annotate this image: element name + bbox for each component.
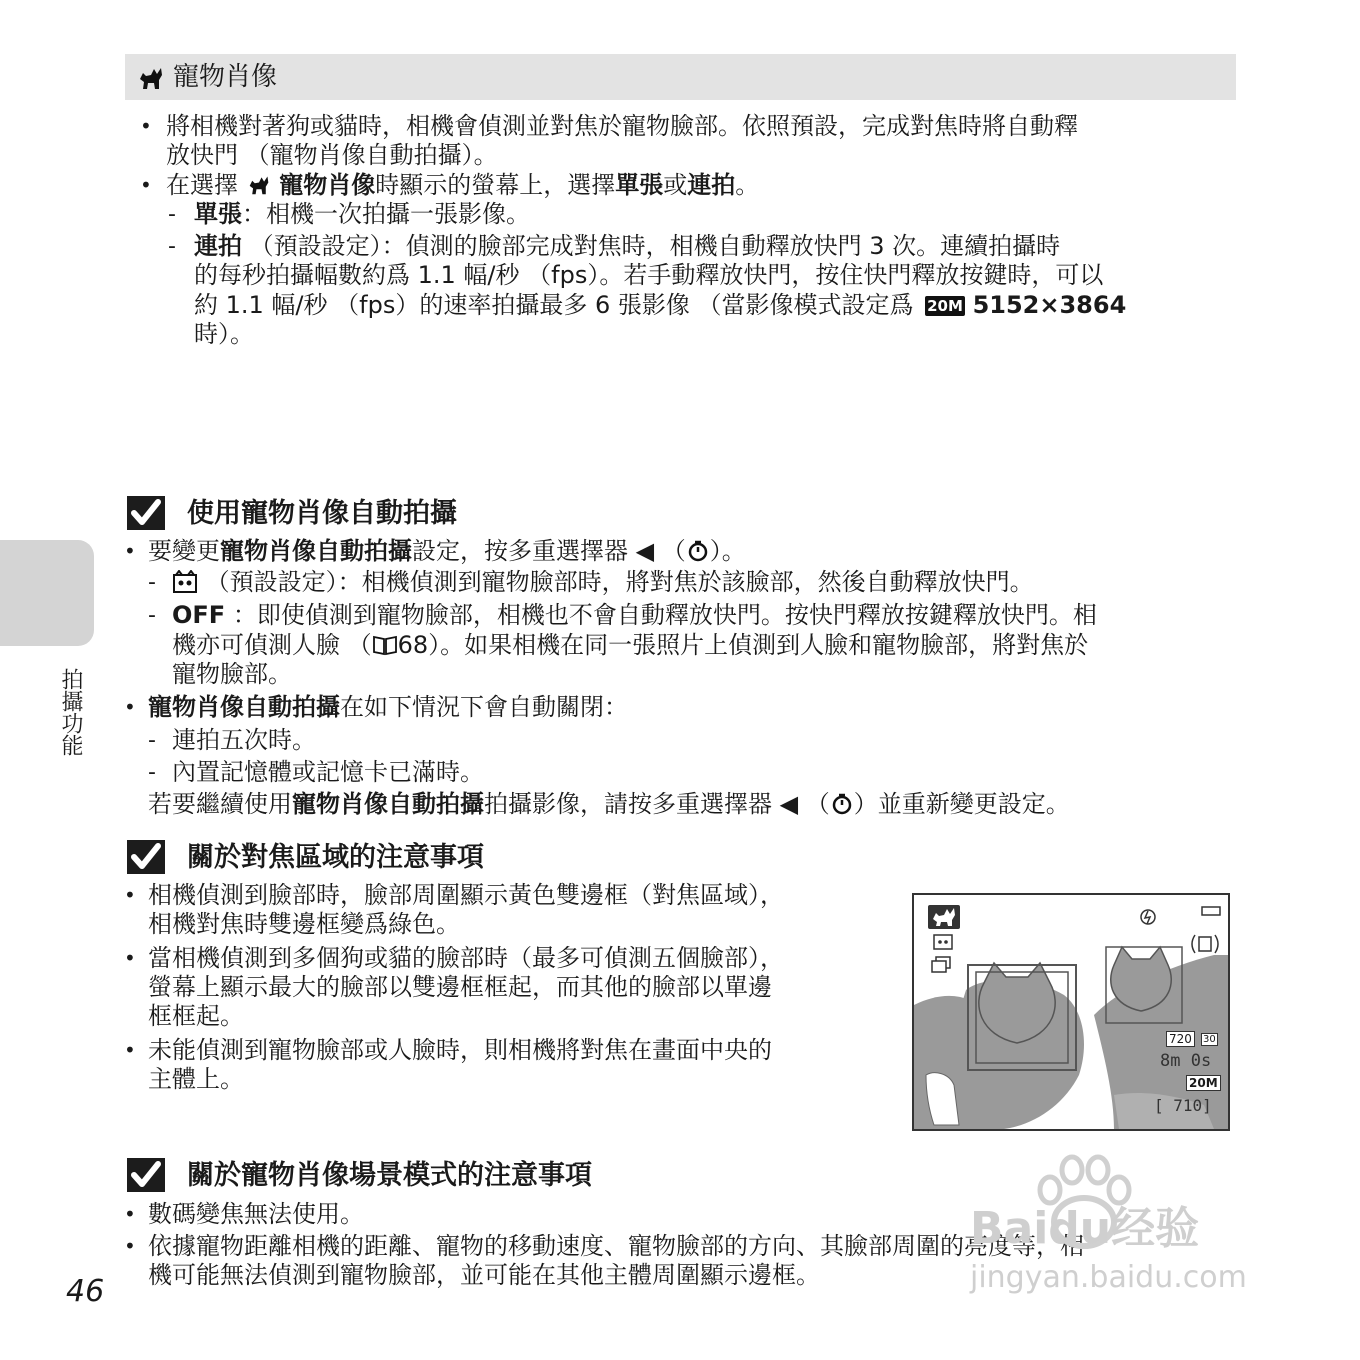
pet-b2-pre: 在選擇 [166, 171, 238, 199]
auto-last-bold: 寵物肖像自動拍攝 [292, 790, 484, 818]
auto-s2-text2: 機亦可偵測人臉 （ [172, 631, 372, 659]
pet-s1-bold: 單張 [194, 200, 242, 228]
movie-res-badge: 720 [1166, 1031, 1195, 1047]
shots-remaining: [ 710] [1154, 1096, 1212, 1115]
pet-b2-mid: 時顯示的螢幕上，選擇 [375, 171, 616, 199]
pet-face-auto-icon [172, 570, 198, 594]
camera-scene-art [914, 895, 1228, 1129]
dash: - [148, 603, 156, 628]
pet-s1-line [194, 200, 530, 229]
pet-b2-cont: 連拍 [687, 171, 736, 199]
auto-s2-line2 [172, 631, 1088, 660]
image-size-icon: 20M [927, 297, 963, 315]
auto-b2-bold: 寵物肖像自動拍攝 [148, 693, 340, 721]
dash: - [168, 202, 176, 227]
auto-b1-bold: 寵物肖像自動拍攝 [220, 537, 412, 565]
pet-b2-or: 或 [663, 171, 688, 199]
auto-s2-ref: 68 [397, 631, 429, 659]
auto-last-line [148, 790, 1070, 819]
auto-b1-line [148, 537, 746, 566]
auto-last-end: ）並重新變更設定。 [853, 790, 1070, 818]
auto-last-mid: 拍攝影像，請按多重選擇器 ◀ （ [484, 790, 830, 818]
auto-b2-line [148, 693, 628, 722]
dash: - [168, 234, 176, 259]
auto-b1-end: ）。 [709, 537, 746, 565]
self-timer-icon [686, 539, 710, 563]
scene-b1-line: 數碼變焦無法使用。 [148, 1200, 364, 1228]
check-icon [127, 496, 165, 530]
auto-s2-line3: 寵物臉部。 [172, 660, 292, 688]
pet-b1-line1: 將相機對著狗或貓時，相機會偵測並對焦於寵物臉部。依照預設，完成對焦時將自動釋 [166, 112, 1078, 140]
pet-s2-line3 [194, 291, 1126, 320]
auto-s3-line: 連拍五次時。 [172, 726, 316, 754]
page-number: 46 [66, 1274, 105, 1309]
focus-b2-line3: 框框起。 [148, 1002, 244, 1030]
pet-s1-text: ：相機一次拍攝一張影像。 [242, 200, 530, 228]
auto-release-heading: 使用寵物肖像自動拍攝 [187, 498, 457, 529]
bullet: • [140, 173, 152, 197]
pet-s2-bold: 連拍 [194, 232, 242, 260]
check-icon [127, 1158, 165, 1192]
bullet: • [124, 1038, 136, 1062]
remaining-time: 8m 0s [1160, 1051, 1212, 1071]
focus-b1-line1: 相機偵測到臉部時，臉部周圍顯示黃色雙邊框（對焦區域）， [148, 881, 784, 909]
pet-b2-end: 。 [735, 171, 760, 199]
bullet: • [124, 1234, 136, 1258]
pet-s2-line3-bold: 5152×3864 [972, 291, 1127, 319]
watermark-url: jingyan.baidu.com [970, 1260, 1247, 1295]
image-size-badge: 20M [1186, 1075, 1221, 1091]
scene-header-title: 寵物肖像 [173, 62, 278, 92]
bullet: • [124, 883, 136, 907]
pet-s2-line2: 的每秒拍攝幅數約爲 1.1 幅/秒 （fps）。若手動釋放快門，按住快門釋放按鍵時，可以 [194, 261, 1104, 289]
auto-b1-pre: 要變更 [148, 537, 220, 565]
pet-portrait-icon [137, 65, 165, 91]
scene-header [125, 54, 1236, 100]
pet-b1-line2: 放快門 （寵物肖像自動拍攝）。 [166, 141, 498, 169]
baidu-watermark [964, 1150, 1284, 1310]
dash: - [148, 570, 156, 595]
pet-s2-line3-pre: 約 1.1 幅/秒 （fps）的速率拍攝最多 6 張影像 （當影像模式設定爲 [194, 291, 914, 319]
bullet: • [140, 114, 152, 138]
pet-s2-line4: 時）。 [194, 320, 254, 348]
chapter-side-tab [0, 540, 94, 646]
pet-b2-line [166, 171, 759, 200]
scene-notes-heading: 關於寵物肖像場景模式的注意事項 [187, 1160, 592, 1191]
auto-s2-line1 [172, 601, 1097, 630]
scene-b2-line2: 機可能無法偵測到寵物臉部，並可能在其他主體周圍顯示邊框。 [148, 1261, 820, 1289]
dash: - [148, 728, 156, 753]
pet-s2-line1 [194, 232, 1060, 261]
focus-notes-heading: 關於對焦區域的注意事項 [187, 842, 484, 873]
auto-s4-line: 內置記憶體或記憶卡已滿時。 [172, 758, 484, 786]
pet-b2-bold: 寵物肖像 [279, 171, 376, 199]
auto-s2-text2-end: ）。如果相機在同一張照片上偵測到人臉和寵物臉部，將對焦於 [428, 631, 1089, 659]
off-label: OFF [172, 601, 226, 629]
focus-b1-line2: 相機對焦時雙邊框變爲綠色。 [148, 910, 460, 938]
auto-s2-text1: ：即使偵測到寵物臉部，相機也不會自動釋放快門。按快門釋放按鍵釋放快門。相 [225, 601, 1097, 629]
focus-b3-line1: 未能偵測到寵物臉部或人臉時，則相機將對焦在畫面中央的 [148, 1036, 772, 1064]
focus-b2-line2: 螢幕上顯示最大的臉部以雙邊框框起，而其他的臉部以單邊 [148, 973, 772, 1001]
auto-last-pre: 若要繼續使用 [148, 790, 292, 818]
auto-b1-post: 設定，按多重選擇器 ◀ （ [412, 537, 686, 565]
auto-s1-text: （預設設定）：相機偵測到寵物臉部時，將對焦於該臉部，然後自動釋放快門。 [198, 568, 1034, 596]
book-reference-icon [372, 634, 398, 656]
auto-b2-text: 在如下情況下會自動關閉： [340, 693, 628, 721]
scene-b2-line1: 依據寵物距離相機的距離、寵物的移動速度、寵物臉部的方向、其臉部周圍的亮度等，相 [148, 1232, 1084, 1260]
auto-s1-line [172, 568, 1034, 597]
bullet: • [124, 946, 136, 970]
bullet: • [124, 695, 136, 719]
check-icon [127, 840, 165, 874]
dash: - [148, 760, 156, 785]
bullet: • [124, 1202, 136, 1226]
bullet: • [124, 539, 136, 563]
pet-s2-text: （預設設定）：偵測的臉部完成對焦時，相機自動釋放快門 3 次。連續拍攝時 [242, 232, 1061, 260]
pet-b2-single: 單張 [615, 171, 664, 199]
chapter-side-label: 拍攝功能 [58, 668, 83, 756]
focus-b2-line1: 當相機偵測到多個狗或貓的臉部時（最多可偵測五個臉部）， [148, 944, 784, 972]
self-timer-icon [830, 792, 854, 816]
fps-badge: 30 [1203, 1034, 1216, 1045]
pet-portrait-icon [246, 174, 272, 196]
watermark-brand: Baidu经验 [970, 1203, 1200, 1254]
focus-b3-line2: 主體上。 [148, 1065, 244, 1093]
camera-screen-illustration [912, 893, 1230, 1131]
